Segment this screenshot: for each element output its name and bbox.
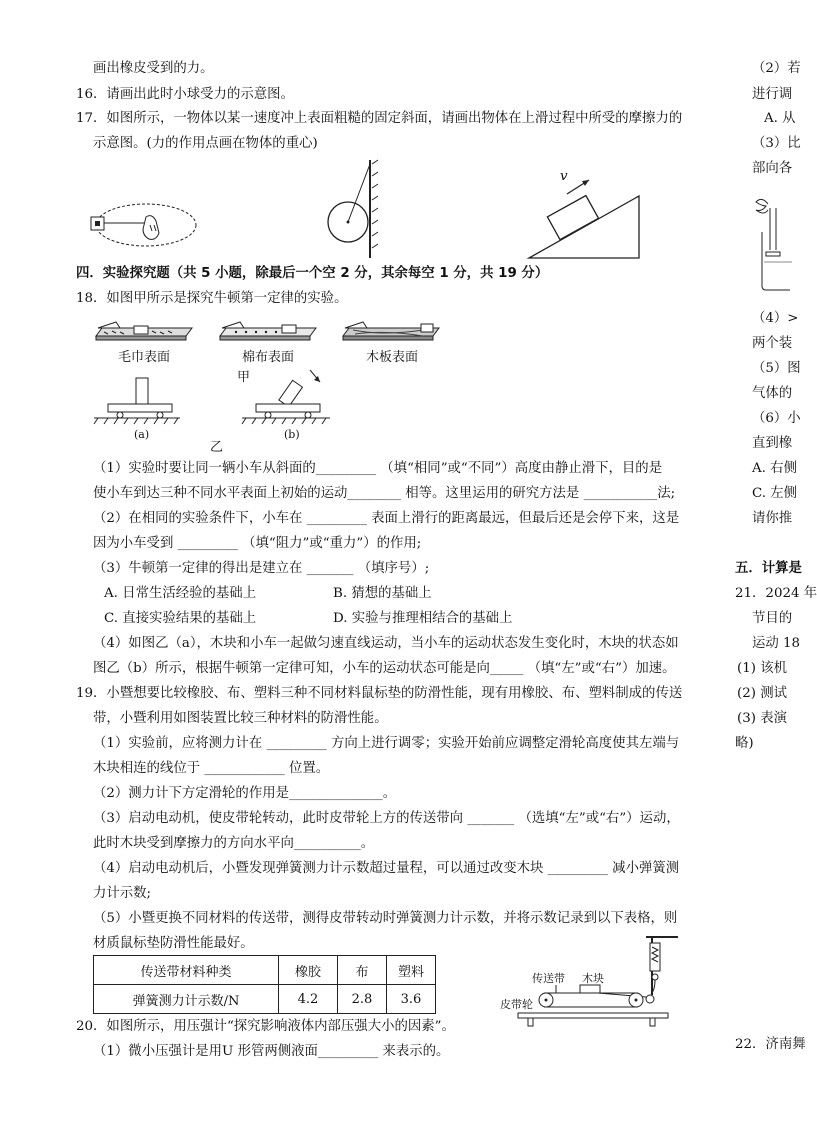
- surface-label-towel: 毛巾表面: [118, 350, 171, 365]
- text-line: 因为小车受到 _________ （填“阻力”或“重力”）的作用;: [93, 536, 422, 551]
- text-line: 画出橡皮受到的力。: [93, 61, 214, 76]
- q19-part1: （1）实验前，应将测力计在 _________ 方向上进行调零；实验开始前应调整定滑轮高度使其左端与: [93, 736, 680, 751]
- right-col-text: （6）小: [752, 411, 801, 426]
- text-line: 力计示数;: [93, 886, 152, 901]
- friction-table: [93, 955, 436, 1014]
- right-col-heading: 五．计算是: [735, 561, 802, 576]
- right-col-text: 略): [735, 736, 754, 751]
- right-col-text: （3）比: [752, 136, 801, 151]
- table-header-cell: 传送带材料种类: [94, 956, 279, 985]
- q18-part1: （1）实验时要让同一辆小车从斜面的_________ （填“相同”或“不同”）高度由静止滑下，目的是: [93, 461, 663, 476]
- right-col-text: 进行调: [752, 87, 793, 102]
- text-line: 示意图。(力的作用点画在物体的重心): [93, 136, 318, 151]
- q18-part2: （2）在相同的实验条件下，小车在 _________ 表面上滑行的距离最远，但最后还是会停下来，这是: [93, 511, 680, 526]
- text-line: 使小车到达三种不同水平表面上初始的运动________ 相等。这里运用的研究方法是 ___________法;: [93, 486, 676, 501]
- option-c: C. 直接实验结果的基础上: [104, 611, 257, 626]
- right-col-text: （2）若: [752, 61, 801, 76]
- q19-part5: （5）小暨更换不同材料的传送带，测得皮带转动时弹簧测力计示数，并将示数记录到以下表格，则: [93, 911, 678, 926]
- question-16: 16．请画出此时小球受力的示意图。: [76, 87, 294, 102]
- table-header-cell: 橡胶: [279, 956, 338, 985]
- option-a: A. 日常生活经验的基础上: [104, 586, 257, 601]
- figure-label-a: (a): [134, 428, 150, 441]
- incline-figure: [527, 170, 642, 262]
- table-cell: 2.8: [338, 985, 387, 1014]
- right-col-text: 22．济南舞: [735, 1037, 806, 1052]
- right-col-text: 气体的: [752, 386, 793, 401]
- q18-part4: （4）如图乙（a），木块和小车一起做匀速直线运动，当小车的运动状态发生变化时，木块的状态如: [93, 636, 679, 651]
- right-col-text: （4）>: [752, 311, 799, 326]
- question-20: 20．如图所示，用压强计“探究影响液体内部压强大小的因素”。: [76, 1019, 455, 1034]
- right-col-text: (3) 表演: [737, 711, 788, 726]
- right-col-text: A. 从: [764, 111, 796, 126]
- text-line: 带，小暨利用如图装置比较三种材料的防滑性能。: [93, 711, 388, 726]
- question-19: 19．小暨想要比较橡胶、布、塑料三种不同材料鼠标垫的防滑性能，现有用橡胶、布、塑料制成的传送: [76, 686, 683, 701]
- right-col-text: C. 左侧: [752, 486, 798, 501]
- table-header-cell: 布: [338, 956, 387, 985]
- question-17: 17．如图所示，一物体以某一速度冲上表面粗糙的固定斜面，请画出物体在上滑过程中所受的摩擦力的: [76, 111, 683, 126]
- q19-part2: （2）测力计下方定滑轮的作用是______________。: [93, 786, 397, 801]
- text-line: 图乙（b）所示，根据牛顿第一定律可知，小车的运动状态可能是向_____ （填“左”或“右”）加速。: [93, 661, 676, 676]
- table-cell: 弹簧测力计示数/N: [94, 985, 279, 1014]
- text-line: 此时木块受到摩擦力的方向水平向__________。: [93, 836, 375, 851]
- surface-label-wood: 木板表面: [366, 350, 419, 365]
- right-col-text: 部向各: [752, 161, 793, 176]
- table-header-row: [94, 956, 436, 985]
- option-b: B. 猜想的基础上: [333, 586, 432, 601]
- right-col-text: 运动 18: [752, 636, 801, 651]
- wood-surface-figure: [343, 318, 443, 348]
- q20-part1: （1）微小压强计是用U 形管两侧液面_________ 来表示的。: [93, 1044, 450, 1059]
- question-18: 18．如图甲所示是探究牛顿第一定律的实验。: [76, 291, 348, 306]
- cart-b-figure: [238, 366, 338, 428]
- q19-part4: （4）启动电动机后，小暨发现弹簧测力计示数超过量程，可以通过改变木块 _________ 减小弹簧测: [93, 861, 680, 876]
- right-col-text: (2) 测试: [737, 686, 788, 701]
- towel-surface-figure: [96, 318, 196, 348]
- eraser-figure: [88, 195, 198, 255]
- table-cell: 3.6: [387, 985, 436, 1014]
- right-col-text: (1) 该机: [737, 661, 788, 676]
- figure-label-b: (b): [284, 428, 300, 441]
- figure-label-yi: 乙: [210, 440, 224, 455]
- option-d: D. 实验与推理相结合的基础上: [333, 611, 513, 626]
- right-col-text: （5）图: [752, 361, 801, 376]
- q18-part3: （3）牛顿第一定律的得出是建立在 _______ （填序号）;: [93, 561, 430, 576]
- right-col-text: 请你推: [752, 511, 793, 526]
- right-col-text: 两个装: [752, 336, 793, 351]
- text-line: 木块相连的线位于 ____________ 位置。: [93, 761, 330, 776]
- figure-label-jia: 甲: [237, 370, 251, 385]
- velocity-label: v: [560, 169, 568, 184]
- right-col-text: A. 右侧: [752, 461, 797, 476]
- section-heading-4: 四．实验探究题（共 5 小题，除最后一个空 2 分，其余每空 1 分，共 19 分）: [76, 266, 549, 281]
- cotton-surface-figure: [220, 318, 320, 348]
- table-row: [94, 985, 436, 1014]
- text-line: 材质鼠标垫防滑性能最好。: [93, 936, 254, 951]
- table-cell: 4.2: [279, 985, 338, 1014]
- table-header-cell: 塑料: [387, 956, 436, 985]
- cart-a-figure: [94, 376, 184, 428]
- ball-wall-figure: [326, 160, 386, 260]
- surface-label-cotton: 棉布表面: [242, 350, 295, 365]
- block-label: 木块: [582, 972, 604, 985]
- right-col-text: 节目的: [752, 611, 793, 626]
- right-col-text: 21．2024 年: [735, 586, 817, 601]
- belt-label: 传送带: [532, 972, 565, 985]
- right-col-text: 直到橡: [752, 436, 793, 451]
- pressure-gauge-figure: [754, 192, 794, 292]
- pulley-label: 皮带轮: [500, 998, 533, 1011]
- q19-part3: （3）启动电动机，使皮带轮转动，此时皮带轮上方的传送带向 _______ （选填“左”或“右”）运动，: [93, 811, 680, 826]
